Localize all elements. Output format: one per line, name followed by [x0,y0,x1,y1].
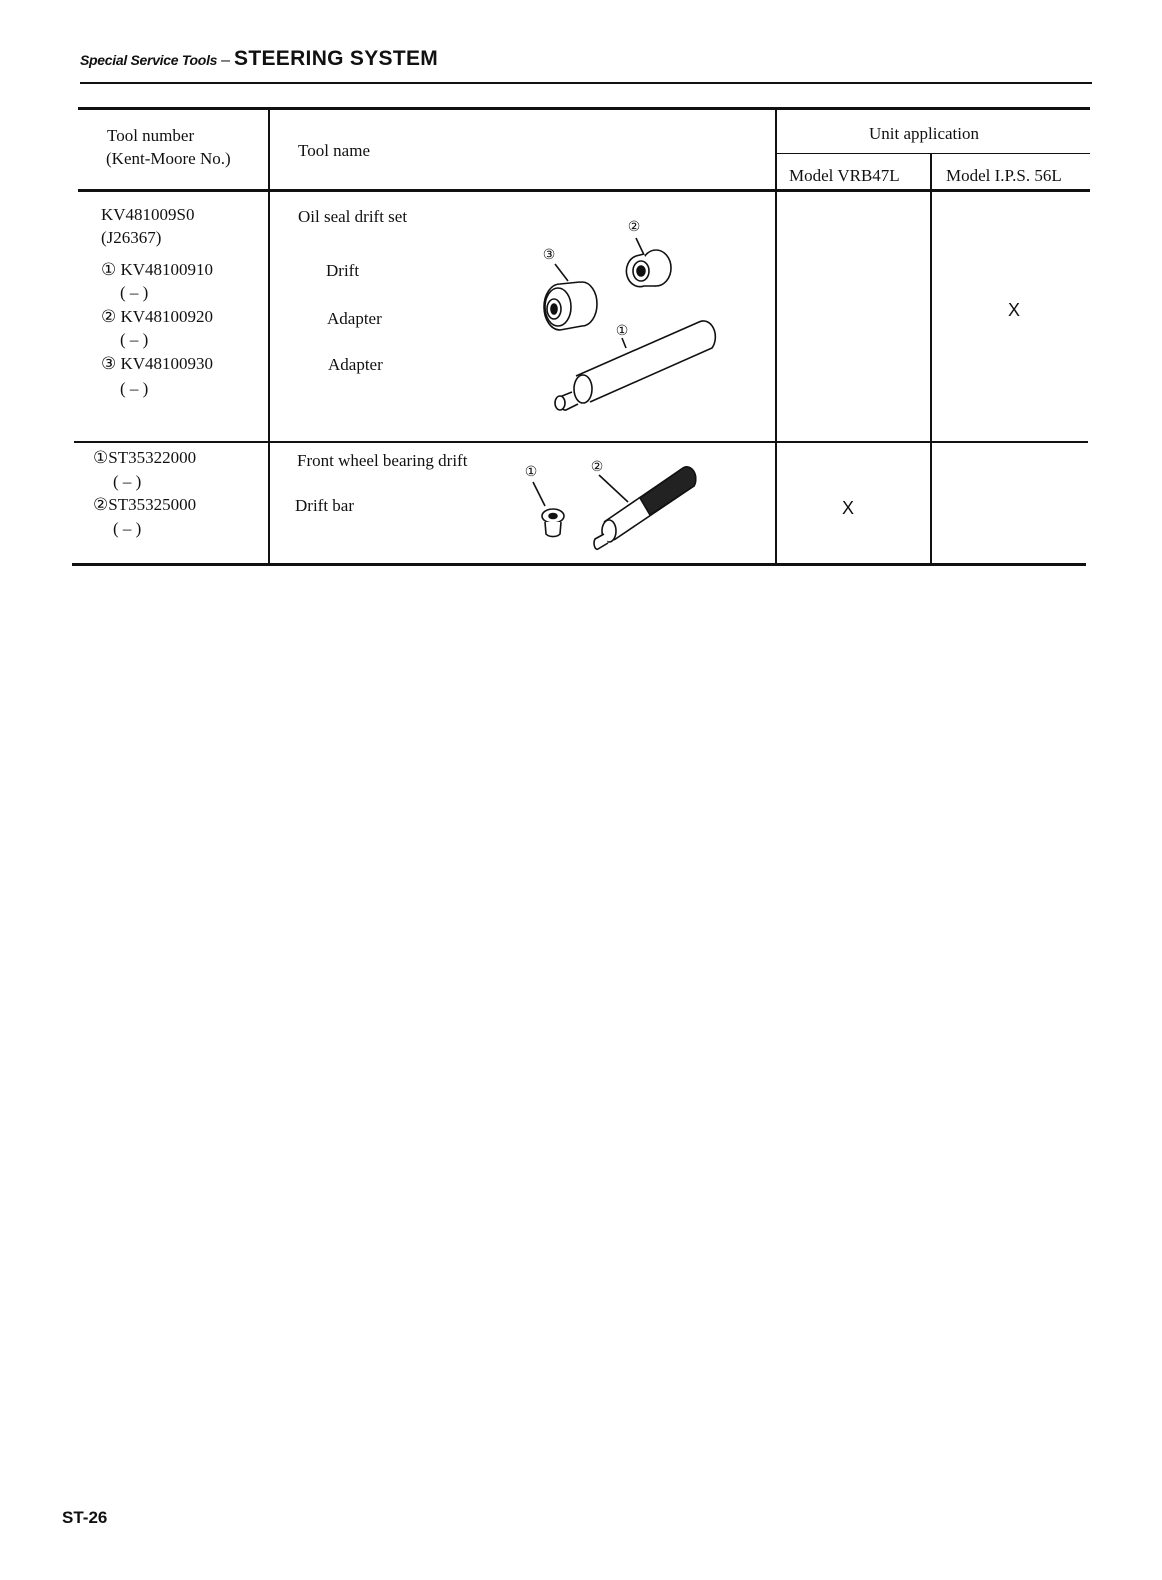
header-separator: – [221,52,231,69]
oil-seal-drift-set-illustration [544,238,715,410]
page-title: STEERING SYSTEM [234,47,439,70]
adapter-small-icon [626,250,671,287]
tool-number-part-2: ② KV48100920 [101,307,214,326]
tool-name-set: Front wheel bearing drift [297,451,468,470]
model-2-mark: X [1008,300,1021,320]
callout-leader-3 [555,264,568,281]
kent-moore-part-2: ( – ) [120,330,149,349]
callout-2: ② [590,460,604,475]
callout-3: ③ [542,248,556,263]
kent-moore-part-1: ( – ) [113,472,142,491]
callout-1: ① [524,465,538,480]
tool-number-part-1: ①ST35322000 [93,448,197,467]
tool-name-part-3: Adapter [328,355,383,374]
header-model-ips56l: Model I.P.S. 56L [946,166,1062,185]
tool-number-part-1: ① KV48100910 [101,260,214,279]
callout-2: ② [627,220,641,235]
callout-leader-2 [599,475,628,502]
kent-moore-part-2: ( – ) [113,519,142,538]
tool-name-part: Drift bar [295,496,355,515]
tool-number-kit: KV481009S0 [101,205,195,224]
callout-leader-1 [622,338,626,348]
section-label: Special Service Tools [80,52,218,68]
tool-number-part-3: ③ KV48100930 [101,354,214,373]
tool-name-set: Oil seal drift set [298,207,408,226]
drift-icon [555,321,715,410]
header-tool-name: Tool name [298,141,370,160]
kent-moore-number: (J26367) [101,228,162,247]
kent-moore-part-1: ( – ) [120,283,149,302]
header-kent-moore: (Kent-Moore No.) [106,149,231,168]
adapter-large-icon [544,282,597,330]
page-number: ST-26 [62,1508,108,1527]
header-unit-application: Unit application [869,124,980,143]
header-model-vrb47l: Model VRB47L [789,166,900,185]
callout-1: ① [615,324,629,339]
front-wheel-bearing-drift-illustration [533,467,696,549]
model-1-mark: X [842,498,855,518]
callout-leader-1 [533,482,545,506]
tool-name-part-2: Adapter [327,309,382,328]
kent-moore-part-3: ( – ) [120,379,149,398]
header-tool-number: Tool number [107,126,195,145]
tool-number-part-2: ②ST35325000 [93,495,197,514]
drift-bar-icon [594,467,696,549]
bearing-drift-icon [542,509,564,537]
tool-name-part-1: Drift [326,261,360,280]
